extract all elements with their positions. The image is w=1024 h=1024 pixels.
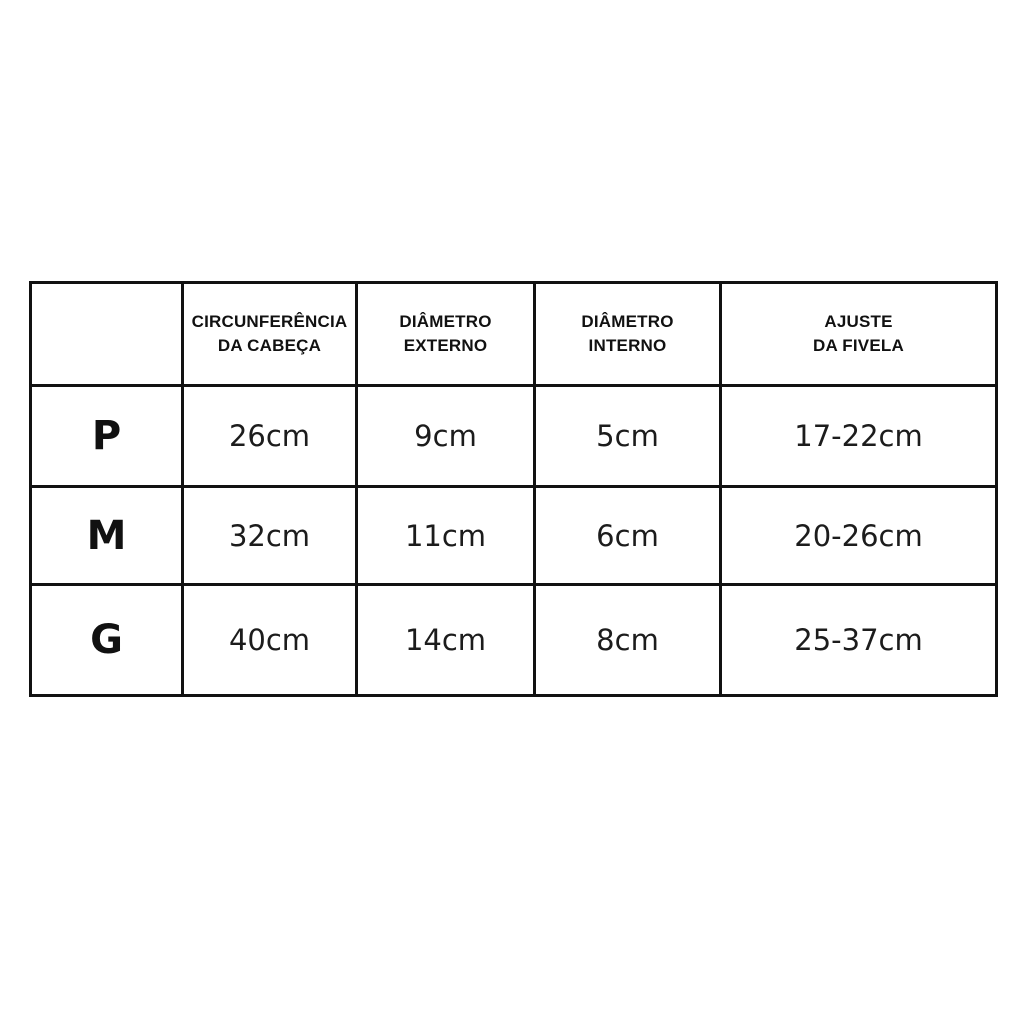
header-diametro-interno-line1: DIÂMETRO: [581, 311, 674, 331]
ajuste-value: 20-26cm: [721, 487, 997, 585]
header-diametro-interno-line2: INTERNO: [588, 335, 667, 355]
circunferencia-value: 32cm: [183, 487, 357, 585]
header-diametro-interno: [535, 283, 721, 386]
size-chart-table: [29, 281, 998, 697]
circunferencia-value: 26cm: [183, 385, 357, 487]
size-label: M: [31, 487, 183, 585]
header-circunferencia-line2: DA CABEÇA: [217, 335, 322, 355]
table-row: [31, 585, 997, 696]
diametro-interno-value: 6cm: [535, 487, 721, 585]
circunferencia-value: 40cm: [183, 585, 357, 696]
diametro-interno-value: 5cm: [535, 385, 721, 487]
table-row: [31, 385, 997, 487]
header-diametro-externo-line1: DIÂMETRO: [399, 311, 492, 331]
diametro-externo-value: 11cm: [357, 487, 535, 585]
table-header-row: [31, 283, 997, 386]
header-cell-empty: [31, 283, 183, 386]
header-circunferencia-line1: CIRCUNFERÊNCIA: [191, 311, 348, 331]
size-label: P: [31, 385, 183, 487]
diametro-interno-value: 8cm: [535, 585, 721, 696]
header-diametro-externo: [357, 283, 535, 386]
table-row: [31, 487, 997, 585]
diametro-externo-value: 9cm: [357, 385, 535, 487]
ajuste-value: 25-37cm: [721, 585, 997, 696]
header-ajuste-fivela-line1: AJUSTE: [824, 311, 893, 331]
header-ajuste-fivela-line2: DA FIVELA: [813, 335, 904, 355]
ajuste-value: 17-22cm: [721, 385, 997, 487]
diametro-externo-value: 14cm: [357, 585, 535, 696]
size-label: G: [31, 585, 183, 696]
header-diametro-externo-line2: EXTERNO: [403, 335, 488, 355]
header-ajuste-fivela: [721, 283, 997, 386]
header-circunferencia: [183, 283, 357, 386]
